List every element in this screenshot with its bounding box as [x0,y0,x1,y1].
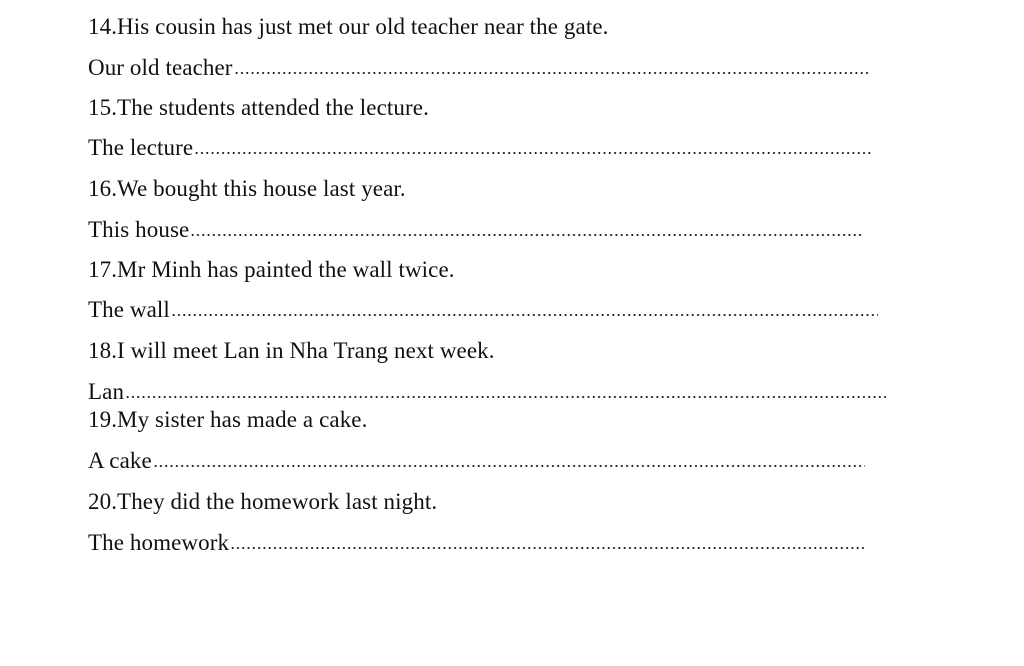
exercise-20-prompt: The homework [88,530,230,555]
exercise-14-answer-line [88,54,870,82]
exercise-14-dotted-blank [234,71,870,75]
exercise-19-answer-line [88,447,865,475]
exercise-15-sentence: 15.The students attended the lecture. [88,95,429,120]
exercise-15-answer-line [88,134,872,162]
exercise-14-prompt: Our old teacher [88,55,233,80]
exercise-18-sentence: 18.I will meet Lan in Nha Trang next week. [88,338,495,363]
exercise-17-prompt: The wall [88,297,170,322]
exercise-16-dotted-blank [190,233,863,237]
exercise-19-prompt: A cake [88,448,152,473]
exercise-18-dotted-blank [125,395,886,399]
exercise-17-answer-line [88,296,878,324]
exercise-18-answer-line [88,378,886,406]
exercise-14-sentence: 14.His cousin has just met our old teacher near the gate. [88,14,609,39]
exercise-17-sentence: 17.Mr Minh has painted the wall twice. [88,257,455,282]
exercise-19-sentence: 19.My sister has made a cake. [88,407,368,432]
exercise-20-sentence: 20.They did the homework last night. [88,489,438,514]
exercise-19-dotted-blank [153,464,865,468]
exercise-16-answer-line [88,216,863,244]
exercise-20-dotted-blank [230,546,866,550]
exercise-16-prompt: This house [88,217,190,242]
exercise-15-dotted-blank [194,151,872,155]
exercise-18-prompt: Lan [88,379,125,404]
exercise-15-prompt: The lecture [88,135,194,160]
exercise-16-sentence: 16.We bought this house last year. [88,176,406,201]
exercise-20-answer-line [88,529,866,557]
exercise-17-dotted-blank [171,313,878,317]
